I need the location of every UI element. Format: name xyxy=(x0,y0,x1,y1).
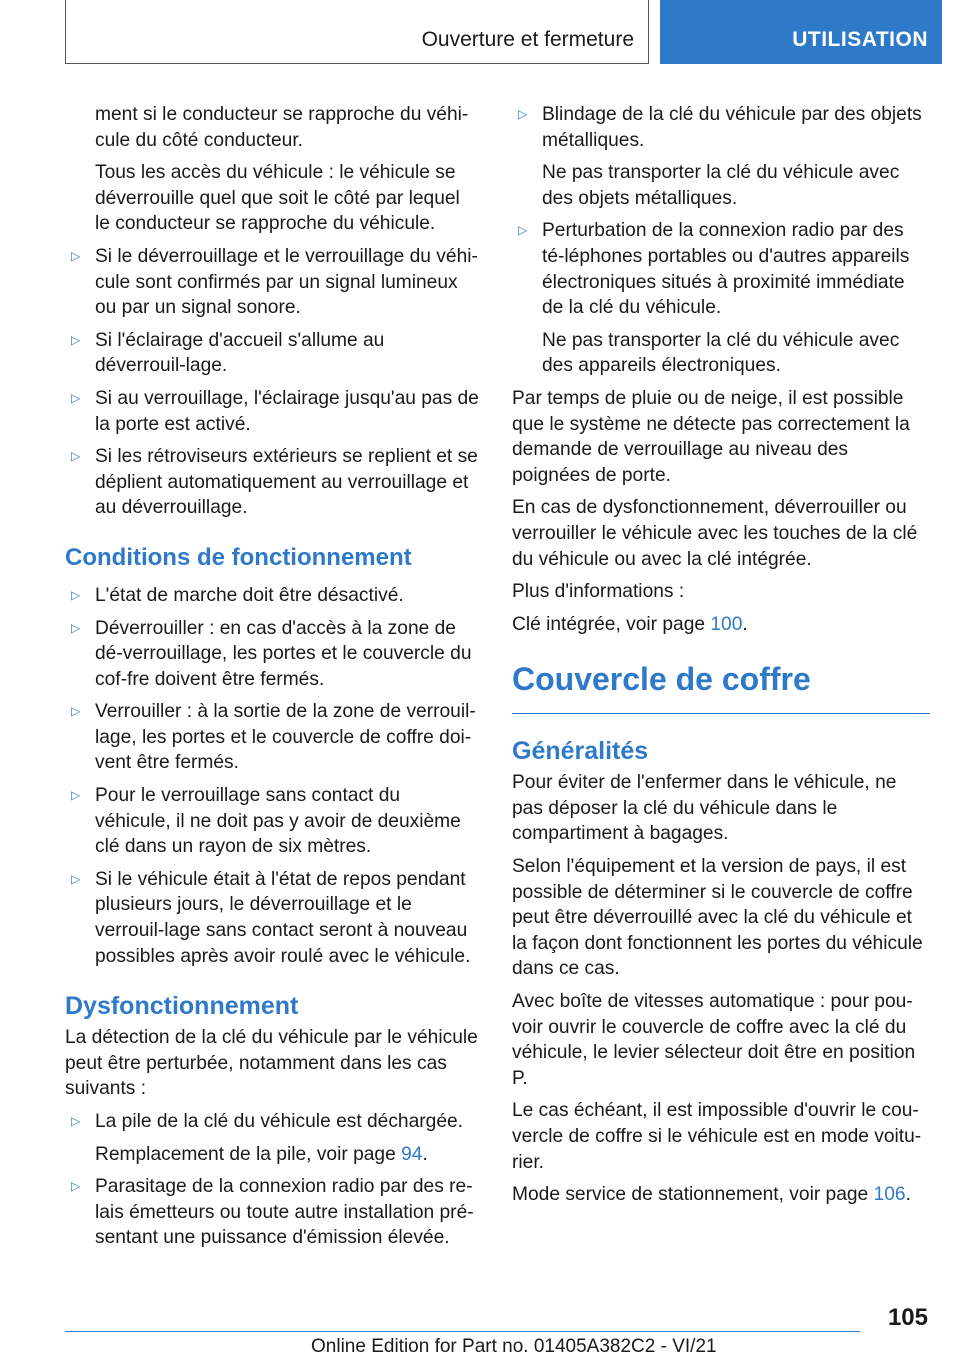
heading-couvercle-de-coffre: Couvercle de coffre xyxy=(512,659,930,714)
list-item: ▷ Si les rétroviseurs extérieurs se replient et se déplient automatiquement au verrouillage et au déverrouillage. xyxy=(71,446,478,519)
list-item: ▷ Si le véhicule était à l'état de repos pendant plusieurs jours, le déverrouillage et le verrouil-lage sans contact seront à nouveau possibles après avoir roulé avec le véhicule. xyxy=(71,868,471,967)
list-item: ▷ Parasitage de la connexion radio par des re-lais émetteurs ou toute autre installation pré-sentant une puissance d'émission élevée. xyxy=(71,1176,474,1249)
paragraph: Ne pas transporter la clé du véhicule avec des appareils électroniques. xyxy=(542,329,900,377)
paragraph: Mode service de stationnement, voir page 106. xyxy=(512,1184,911,1206)
paragraph: Ne pas transporter la clé du véhicule avec des objets métalliques. xyxy=(542,162,900,209)
paragraph: La détection de la clé du véhicule par le véhicule peut être perturbée, notamment dans les cas suivants : xyxy=(65,1027,478,1100)
paragraph: Par temps de pluie ou de neige, il est possible que le système ne détecte pas correctement la demande de verrouillage au niveau des poignées de porte. xyxy=(512,387,910,486)
list-item: ▷ Blindage de la clé du véhicule par des objets métalliques. xyxy=(518,104,922,151)
page-link-106[interactable]: 106 xyxy=(873,1184,906,1206)
triangle-bullet-icon: ▷ xyxy=(518,107,528,121)
list-item: ▷ Verrouiller : à la sortie de la zone de verrouil-lage, les portes et le couvercle de coffre doi-vent être fermés. xyxy=(71,701,476,774)
list-item: ▷ Pour le verrouillage sans contact du véhicule, il ne doit pas y avoir de deuxième clé dans un rayon de six mètres. xyxy=(71,785,461,858)
triangle-bullet-icon: ▷ xyxy=(71,390,81,405)
paragraph: Pour éviter de l'enfermer dans le véhicule, ne pas déposer la clé du véhicule dans le compartiment à bagages. xyxy=(512,772,897,845)
header-chapter-title: UTILISATION xyxy=(792,28,928,51)
paragraph: Selon l'équipement et la version de pays, il est possible de déterminer si le couvercle de coffre peut être déverrouillé avec la clé du véhicule et la façon dont fonctionnent les portes du véhicule dans ce cas. xyxy=(512,856,923,980)
triangle-bullet-icon: ▷ xyxy=(71,704,81,719)
list-item: ▷ Si le déverrouillage et le verrouillage du véhi-cule sont confirmés par un signal lumineux ou par un signal sonore. xyxy=(71,245,478,319)
page-number: 105 xyxy=(887,1304,928,1331)
page-link-94[interactable]: 94 xyxy=(401,1143,423,1165)
triangle-bullet-icon: ▷ xyxy=(71,1179,81,1194)
triangle-bullet-icon: ▷ xyxy=(71,332,81,347)
triangle-bullet-icon: ▷ xyxy=(71,587,81,602)
page-link-100[interactable]: 100 xyxy=(710,613,743,635)
right-column xyxy=(512,102,930,1208)
triangle-bullet-icon: ▷ xyxy=(71,620,81,635)
list-item: ▷ Si l'éclairage d'accueil s'allume au déverrouil-lage. xyxy=(71,329,385,377)
list-item: ▷ Perturbation de la connexion radio par des té-léphones portables ou d'autres appareils électroniques situés à proximité immédiate de la clé du véhicule. xyxy=(518,220,910,319)
list-item: ▷ Déverrouiller : en cas d'accès à la zone de dé-verrouillage, les portes et le couvercle du cof-fre doivent être fermés. xyxy=(71,617,472,690)
paragraph: Le cas échéant, il est impossible d'ouvrir le cou-vercle de coffre si le véhicule est en mode voitu-rier. xyxy=(512,1100,922,1173)
paragraph: Plus d'informations : xyxy=(512,581,685,603)
paragraph: En cas de dysfonctionnement, déverrouiller ou verrouiller le véhicule avec les touches de la clé du véhicule ou avec la clé intégrée. xyxy=(512,497,918,570)
triangle-bullet-icon: ▷ xyxy=(71,449,81,464)
paragraph: Remplacement de la pile, voir page 94. xyxy=(95,1143,428,1165)
heading-conditions: Conditions de fonctionnement xyxy=(65,543,412,571)
list-item: ▷ La pile de la clé du véhicule est déchargée. xyxy=(71,1111,464,1132)
left-column xyxy=(65,102,480,1251)
paragraph: Tous les accès du véhicule : le véhicule se déverrouille quel que soit le côté par lequel le conducteur se rapproche du véhicule. xyxy=(95,162,460,235)
triangle-bullet-icon: ▷ xyxy=(71,248,81,263)
header-section-box xyxy=(65,0,649,64)
list-item: ▷ L'état de marche doit être désactivé. xyxy=(71,584,404,606)
heading-generalites: Généralités xyxy=(512,737,649,766)
paragraph: Clé intégrée, voir page 100. xyxy=(512,613,748,635)
triangle-bullet-icon: ▷ xyxy=(71,788,81,803)
footer-edition: Online Edition for Part no. 01405A382C2 - VI/21 xyxy=(311,1336,717,1357)
footer-divider xyxy=(65,1331,860,1332)
list-item: ▷ Si au verrouillage, l'éclairage jusqu'au pas de la porte est activé. xyxy=(71,387,479,435)
header-section-title: Ouverture et fermeture xyxy=(421,28,634,51)
triangle-bullet-icon: ▷ xyxy=(518,223,528,238)
paragraph: Avec boîte de vitesses automatique : pour pou-voir ouvrir le couvercle de coffre avec la clé du véhicule, le levier sélecteur doit être en position P. xyxy=(512,991,916,1089)
triangle-bullet-icon: ▷ xyxy=(71,871,81,886)
header-chapter-tab xyxy=(660,0,942,64)
heading-dysfonctionnement: Dysfonctionnement xyxy=(65,992,299,1021)
triangle-bullet-icon: ▷ xyxy=(71,1114,81,1128)
paragraph: ment si le conducteur se rapproche du véhi-cule du côté conducteur. xyxy=(95,104,469,151)
